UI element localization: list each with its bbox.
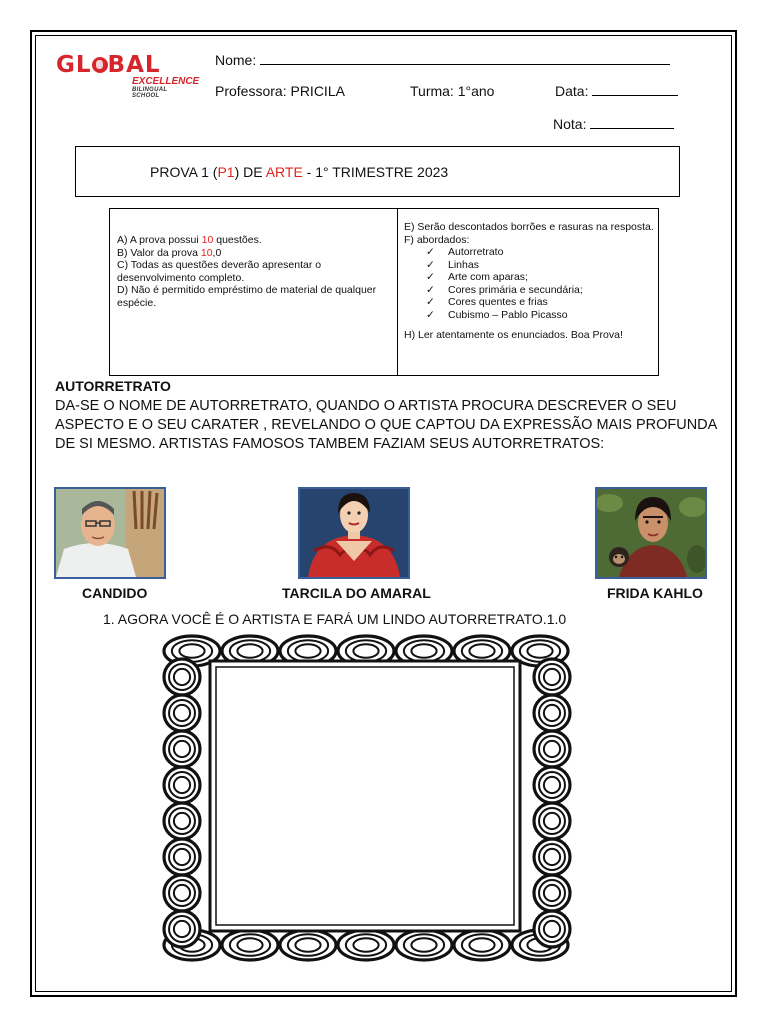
- exam-title: PROVA 1 (P1) DE ARTE - 1° TRIMESTRE 2023: [150, 164, 449, 180]
- frame-scallop: [534, 767, 570, 803]
- grade-line[interactable]: [590, 117, 674, 129]
- instruction-b: B) Valor da prova 10,0: [117, 246, 222, 259]
- frame-scallop: [164, 731, 200, 767]
- question-1: 1. AGORA VOCÊ É O ARTISTA E FARÁ UM LINDO AUTORRETRATO.1.0: [103, 611, 567, 627]
- date-line[interactable]: [592, 84, 678, 96]
- logo-tagline: BILINGUAL SCHOOL: [132, 87, 168, 99]
- instruction-e: E) Serão descontados borrões e rasuras na resposta.: [404, 221, 654, 233]
- date-label: Data:: [555, 83, 589, 99]
- portrait-frida: [595, 487, 707, 579]
- instructions-right: [398, 209, 658, 375]
- frame-scallop: [164, 839, 200, 875]
- logo-wordmark: GL BAL: [56, 52, 161, 78]
- frame-scallop: [534, 911, 570, 947]
- frame-scallop: [164, 911, 200, 947]
- topic-item: ✓ Autorretrato: [426, 246, 654, 259]
- globe-icon: [92, 57, 108, 73]
- topic-item: ✓ Arte com aparas;: [426, 271, 654, 284]
- frame-scallop: [534, 839, 570, 875]
- instruction-f: F) abordados:: [404, 233, 470, 246]
- exam-title-box: [75, 146, 680, 197]
- caption-candido: CANDIDO: [82, 585, 148, 601]
- frame-scallop: [534, 875, 570, 911]
- class-label: Turma: 1°ano: [410, 83, 495, 99]
- portrait-candido: [54, 487, 166, 579]
- topic-item: ✓ Cores primária e secundária;: [426, 284, 654, 297]
- frame-scallop: [534, 731, 570, 767]
- frame-scallop: [164, 695, 200, 731]
- instruction-d: D) Não é permitido empréstimo de material de qualquer espécie.: [117, 284, 377, 309]
- instruction-c: C) Todas as questões deverão apresentar o desenvolvimento completo.: [117, 259, 322, 284]
- caption-tarsila: TARCILA DO AMARAL: [282, 585, 431, 601]
- section-body: DA-SE O NOME DE AUTORRETRATO, QUANDO O ARTISTA PROCURA DESCREVER O SEU ASPECTO E O SEU CARATER , REVELANDO O QUE CAPTOU DA EXPRESSÃO MAIS PROFUNDA DE SI MESMO. ARTISTAS FAMOSOS TAMBEM FAZIAM SEUS AUTORRETRATOS:: [55, 398, 717, 452]
- instructions-table: [109, 208, 659, 376]
- frame-scallop: [534, 659, 570, 695]
- instruction-a: A) A prova possui 10 questões.: [117, 234, 262, 246]
- instruction-h: H) Ler atentamente os enunciados. Boa Prova!: [404, 329, 623, 341]
- frame-scallop: [396, 930, 452, 960]
- frame-scallop: [222, 930, 278, 960]
- name-label: Nome:: [215, 52, 257, 68]
- section-title: AUTORRETRATO: [55, 378, 171, 394]
- grade-field[interactable]: [553, 116, 674, 132]
- topic-item: ✓ Cores quentes e frias: [426, 296, 654, 309]
- frame-scallop: [164, 659, 200, 695]
- topic-item: ✓ Cubismo – Pablo Picasso: [426, 309, 654, 322]
- date-field[interactable]: [555, 83, 678, 99]
- frame-scallop: [338, 930, 394, 960]
- instructions-left: [110, 209, 398, 375]
- frame-scallop: [454, 930, 510, 960]
- portrait-tarsila: [298, 487, 410, 579]
- caption-frida: FRIDA KAHLO: [607, 585, 703, 601]
- frame-scallop: [164, 803, 200, 839]
- frame-scallop: [164, 875, 200, 911]
- drawing-area[interactable]: [210, 661, 520, 931]
- self-portrait-drawing-frame[interactable]: [162, 633, 572, 963]
- name-field[interactable]: [215, 52, 670, 68]
- frame-scallop: [164, 767, 200, 803]
- logo-subtitle: EXCELLENCE: [132, 76, 200, 87]
- frame-scallop: [280, 930, 336, 960]
- frame-scallop: [534, 803, 570, 839]
- topic-item: ✓ Linhas: [426, 259, 654, 272]
- frame-scallop: [534, 695, 570, 731]
- name-line[interactable]: [260, 53, 670, 65]
- grade-label: Nota:: [553, 116, 587, 132]
- school-logo: [56, 52, 200, 99]
- topic-list: [404, 246, 654, 321]
- teacher-label: Professora: PRICILA: [215, 83, 345, 99]
